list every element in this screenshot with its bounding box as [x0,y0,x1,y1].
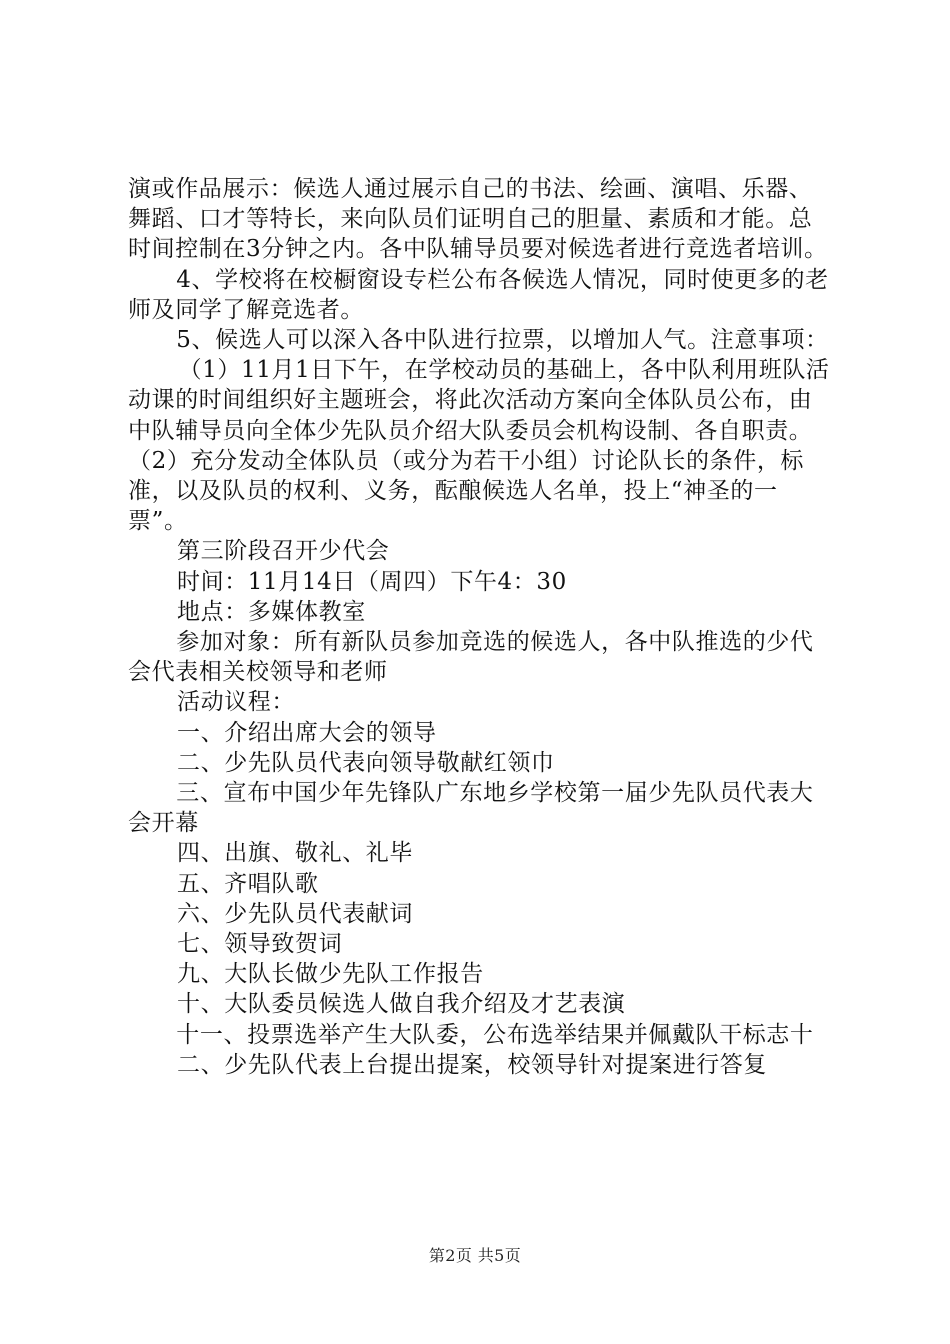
agenda-item-1: 一、介绍出席大会的领导 [177,719,437,746]
participants-paragraph: 参加对象：所有新队员参加竞选的候选人，各中队推选的少代会代表相关校领导和老师 [128,629,814,686]
agenda-item-3: 三、宣布中国少年先锋队广东地乡学校第一届少先队员代表大会开幕 [128,780,814,837]
paragraph-notes: （1）11月1日下午，在学校动员的基础上，各中队利用班队活动课的时间组织好主题班会，将此次活动方案向全体队员公布，由中队辅导员向全体少先队员介绍大队委员会机构设制、各自职责。（2）充分发动全体队员（或分为若干小组）讨论队长的条件，标准，以及队员的权利、义务，酝酿候选人名单，投上“神圣的一票”。 [128,357,830,535]
agenda-heading: 活动议程： [177,689,295,716]
agenda-item-2: 二、少先队员代表向领导敬献红领巾 [177,749,555,776]
agenda-item-10: 十、大队委员候选人做自我介绍及才艺表演 [177,991,626,1018]
stage-three-heading: 第三阶段召开少代会 [177,538,390,565]
meeting-location: 地点：多媒体教室 [177,598,366,625]
document-body [128,174,834,1080]
agenda-item-9: 九、大队长做少先队工作报告 [177,961,484,988]
agenda-item-11: 十一、投票选举产生大队委，公布选举结果并佩戴队干标志十 [176,1021,814,1048]
agenda-item-6: 六、少先队员代表献词 [177,900,413,927]
paragraph-talent-show: 演或作品展示：候选人通过展示自己的书法、绘画、演唱、乐器、舞蹈、口才等特长，来向队员们证明自己的胆量、素质和才能。总时间控制在3分钟之内。各中队辅导员要对候选者进行竞选者培训。 [128,176,828,263]
paragraph-canvassing: 5、候选人可以深入各中队进行拉票，以增加人气。注意事项： [176,327,829,354]
agenda-item-7: 七、领导致贺词 [177,931,343,958]
page-footer: 第2页 共5页 [428,1246,522,1265]
agenda-item-12: 二、少先队代表上台提出提案，校领导针对提案进行答复 [177,1051,767,1078]
paragraph-bulletin-board: 4、学校将在校橱窗设专栏公布各候选人情况，同时使更多的老师及同学了解竞选者。 [128,266,829,323]
agenda-item-4: 四、出旗、敬礼、礼毕 [177,840,413,867]
meeting-time: 时间：11月14日（周四）下午4：30 [177,568,567,595]
agenda-item-5: 五、齐唱队歌 [177,870,319,897]
